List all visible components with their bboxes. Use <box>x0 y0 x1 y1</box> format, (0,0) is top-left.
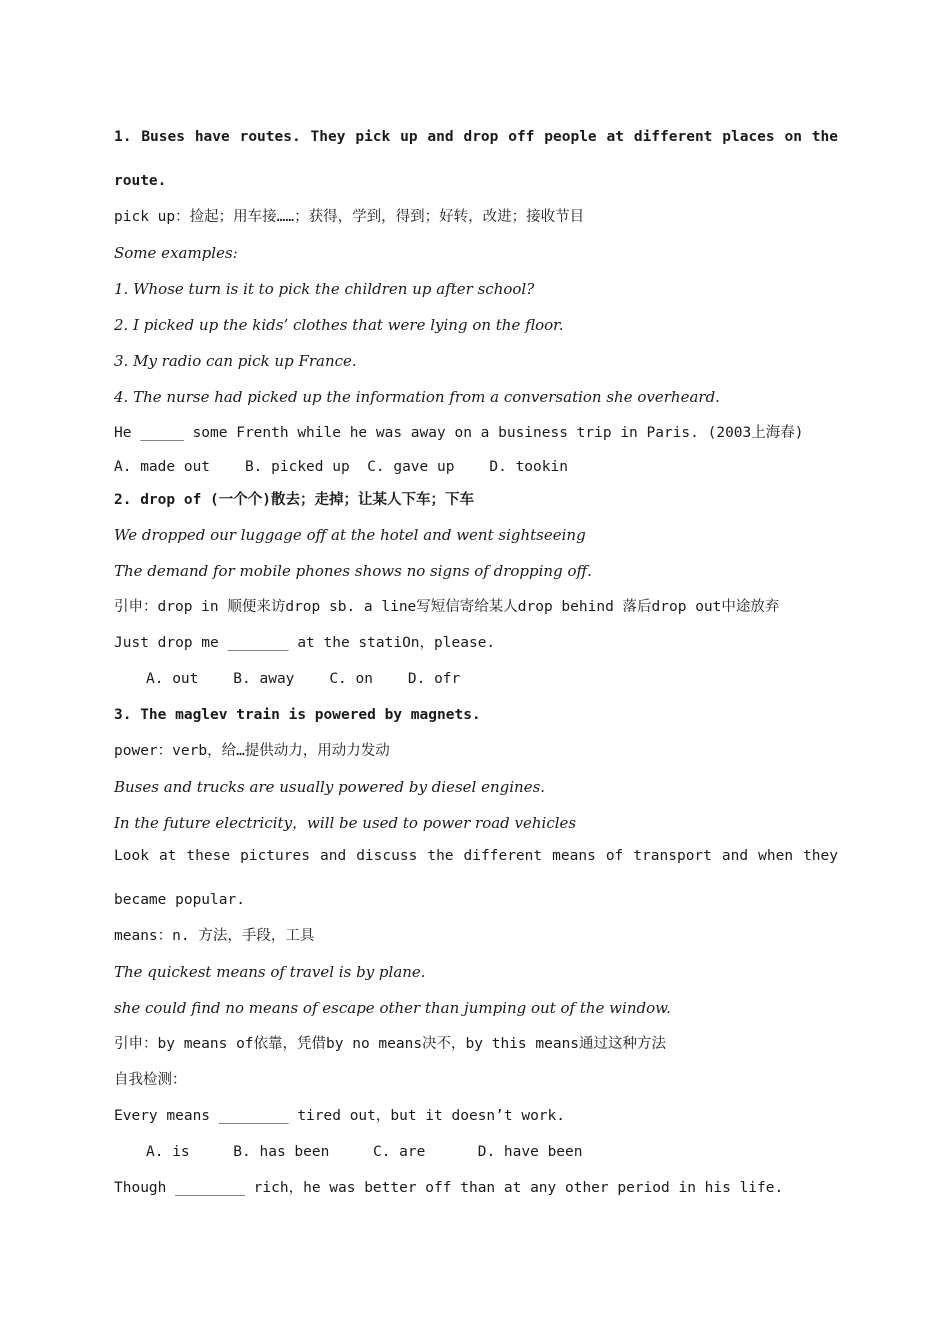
document-page <box>114 122 838 1206</box>
definition-means: means：n. 方法，手段，工具 <box>114 928 315 944</box>
example-drop-off-1: We dropped our luggage off at the hotel and went sightseeing <box>114 526 586 544</box>
instruction-line-2: became popular. <box>114 892 245 908</box>
example-drop-off-2: The demand for mobile phones shows no signs of dropping off. <box>114 562 592 580</box>
exercise-options-3: A. is B. has been C. are D. have been <box>146 1144 583 1160</box>
definition-power: power：verb，给…提供动力，用动力发动 <box>114 743 390 759</box>
example-sentence-1: 1. Whose turn is it to pick the children up after school? <box>114 280 535 298</box>
example-power-1: Buses and trucks are usually powered by diesel engines. <box>114 778 546 796</box>
exercise-question-3: Every means ________ tired out，but it doesn’t work. <box>114 1108 565 1124</box>
exercise-question-4: Though ________ rich，he was better off than at any other period in his life. <box>114 1180 784 1196</box>
exercise-options-2: A. out B. away C. on D. ofr <box>146 671 461 687</box>
instruction-line-1: Look at these pictures and discuss the different means of transport and when they <box>114 848 838 864</box>
heading-item-1-line-1: 1. Buses have routes. They pick up and drop off people at different places on the <box>114 129 838 145</box>
example-sentence-3: 3. My radio can pick up France. <box>114 352 357 370</box>
example-means-1: The quickest means of travel is by plane. <box>114 963 426 981</box>
exercise-question-2: Just drop me _______ at the statiOn，please. <box>114 635 496 651</box>
definition-pick-up: pick up：捡起；用车接……；获得，学到，得到；好转，改进；接收节目 <box>114 209 585 225</box>
example-sentence-2: 2. I picked up the kids’ clothes that were lying on the floor. <box>114 316 564 334</box>
heading-item-3: 3. The maglev train is powered by magnets. <box>114 707 481 723</box>
extension-means: 引申：by means of依靠，凭借by no means决不，by this means通过这种方法 <box>114 1036 667 1052</box>
examples-label: Some examples: <box>114 244 238 262</box>
exercise-question-1: He _____ some Frenth while he was away on a business trip in Paris. (2003上海春) <box>114 425 804 441</box>
heading-item-2: 2. drop of (一个个)散去；走掉；让某人下车；下车 <box>114 492 474 508</box>
example-means-2: she could find no means of escape other than jumping out of the window. <box>114 999 671 1017</box>
heading-item-1-line-2: route. <box>114 173 167 189</box>
extension-drop: 引申：drop in 顺便来访drop sb. a line写短信寄给某人drop behind 落后drop out中途放弃 <box>114 599 780 615</box>
exercise-options-1: A. made out B. picked up C. gave up D. tookin <box>114 459 568 475</box>
self-check-label: 自我检测： <box>114 1072 187 1088</box>
example-power-2: In the future electricity，will be used to power road vehicles <box>114 814 577 832</box>
example-sentence-4: 4. The nurse had picked up the information from a conversation she overheard. <box>114 388 720 406</box>
